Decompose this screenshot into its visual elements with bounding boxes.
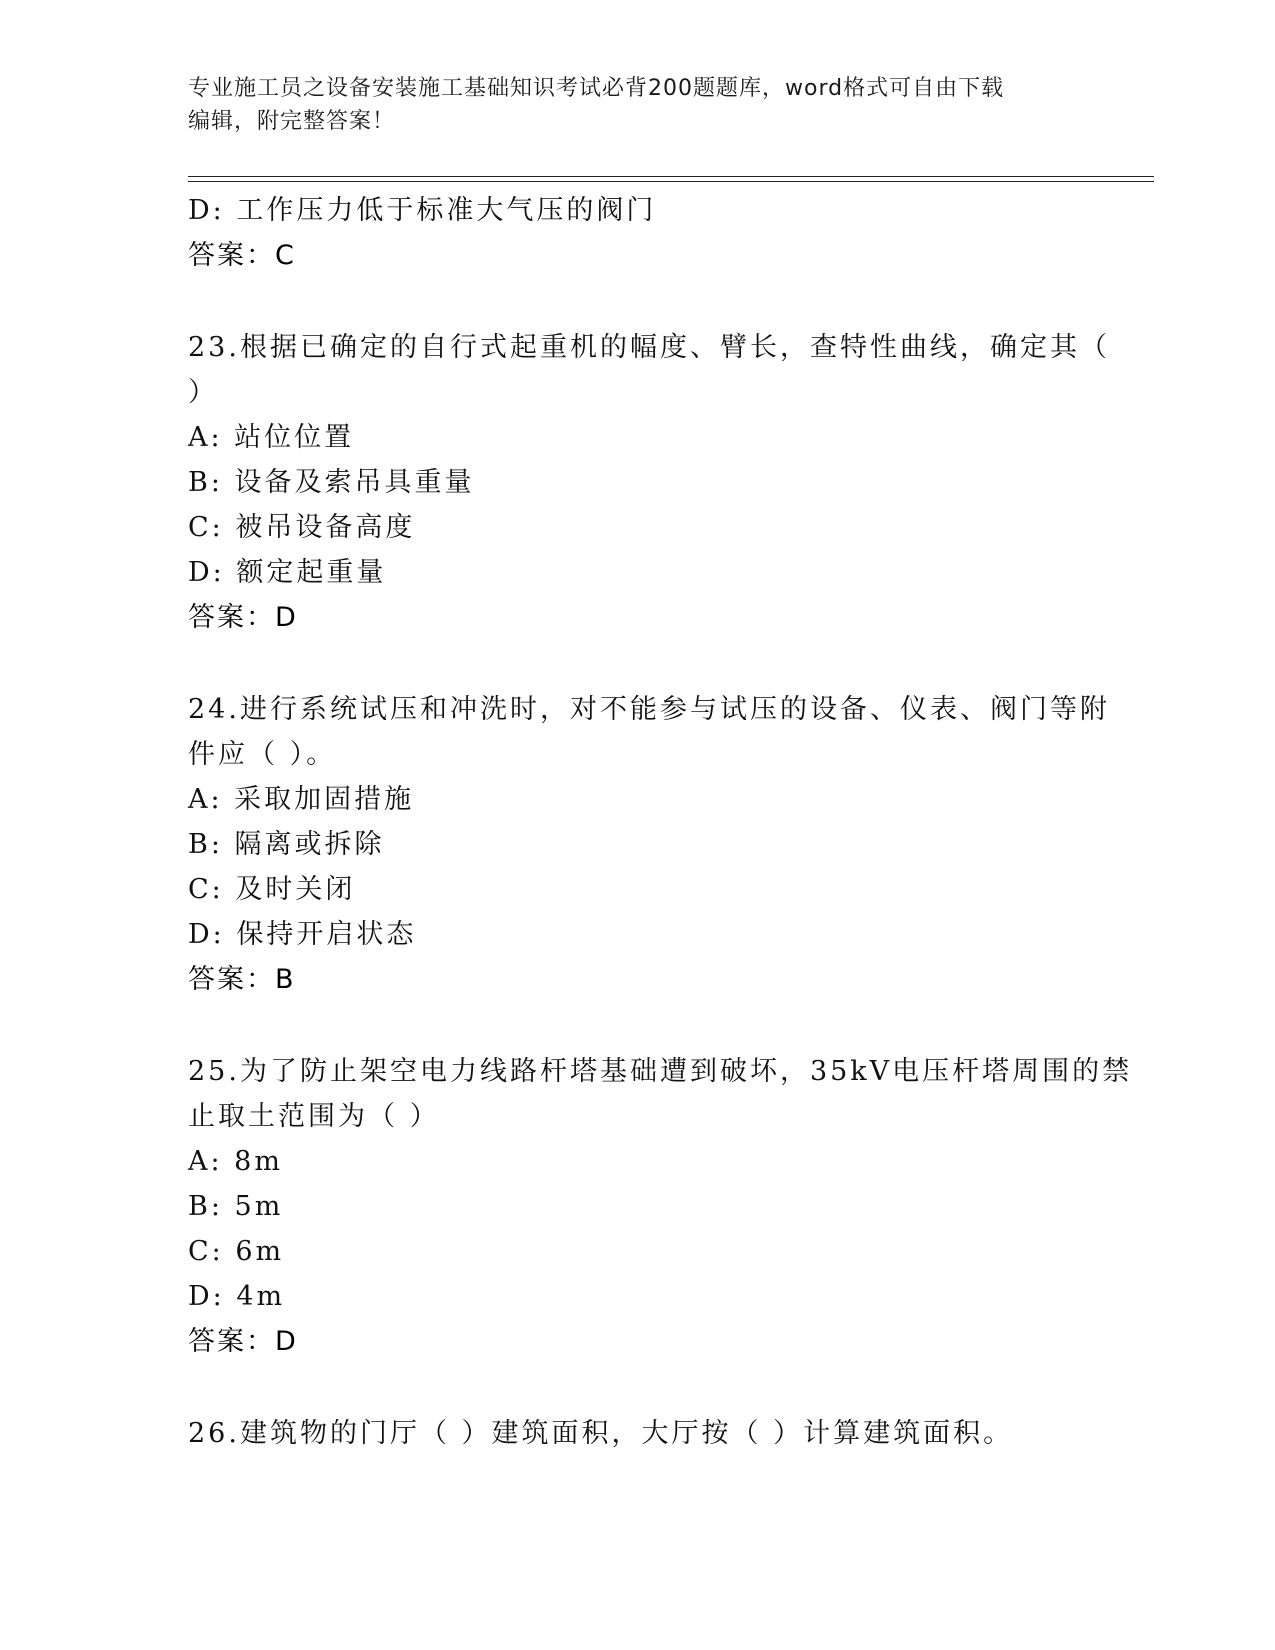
- option-b: B: 5m: [188, 1191, 284, 1222]
- option-d: D: 工作压力低于标准大气压的阀门: [188, 195, 657, 226]
- question-stem-continued: 止取土范围为（ ）: [188, 1101, 440, 1132]
- question-stem: 26.建筑物的门厅（ ）建筑面积，大厅按（ ）计算建筑面积。: [188, 1418, 1014, 1449]
- header-line-2: 编辑，附完整答案！: [188, 109, 396, 134]
- question-stem: 24.进行系统试压和冲洗时，对不能参与试压的设备、仪表、阀门等附: [188, 694, 1110, 725]
- header-divider-top: [188, 176, 1154, 177]
- document-header: [188, 72, 1088, 138]
- header-line-1: 专业施工员之设备安装施工基础知识考试必背200题题库，word格式可自由下载: [188, 76, 1005, 101]
- option-d: D: 额定起重量: [188, 557, 387, 588]
- option-d: D: 4m: [188, 1281, 286, 1312]
- previous-question-tail: [188, 188, 1088, 278]
- answer: 答案：D: [188, 602, 298, 633]
- header-divider-bottom: [188, 181, 1154, 182]
- answer: 答案：B: [188, 964, 296, 995]
- option-b: B: 设备及索吊具重量: [188, 467, 475, 498]
- question-23: [188, 325, 1110, 640]
- option-c: C: 及时关闭: [188, 874, 356, 905]
- answer: 答案：C: [188, 240, 296, 271]
- question-25: [188, 1049, 1133, 1364]
- option-c: C: 被吊设备高度: [188, 512, 416, 543]
- option-a: A: 站位位置: [188, 422, 355, 453]
- question-26: [188, 1411, 1088, 1456]
- option-a: A: 采取加固措施: [188, 784, 415, 815]
- option-a: A: 8m: [188, 1146, 283, 1177]
- option-c: C: 6m: [188, 1236, 285, 1267]
- option-b: B: 隔离或拆除: [188, 829, 385, 860]
- answer: 答案：D: [188, 1326, 298, 1357]
- question-stem: 23.根据已确定的自行式起重机的幅度、臂长，查特性曲线，确定其（: [188, 332, 1110, 363]
- question-24: [188, 687, 1110, 1002]
- question-stem-continued: ）: [188, 377, 218, 408]
- question-stem-continued: 件应（ ）。: [188, 739, 337, 770]
- option-d: D: 保持开启状态: [188, 919, 417, 950]
- document-body: [188, 188, 1133, 1456]
- question-stem: 25.为了防止架空电力线路杆塔基础遭到破坏，35kV电压杆塔周围的禁: [188, 1056, 1133, 1087]
